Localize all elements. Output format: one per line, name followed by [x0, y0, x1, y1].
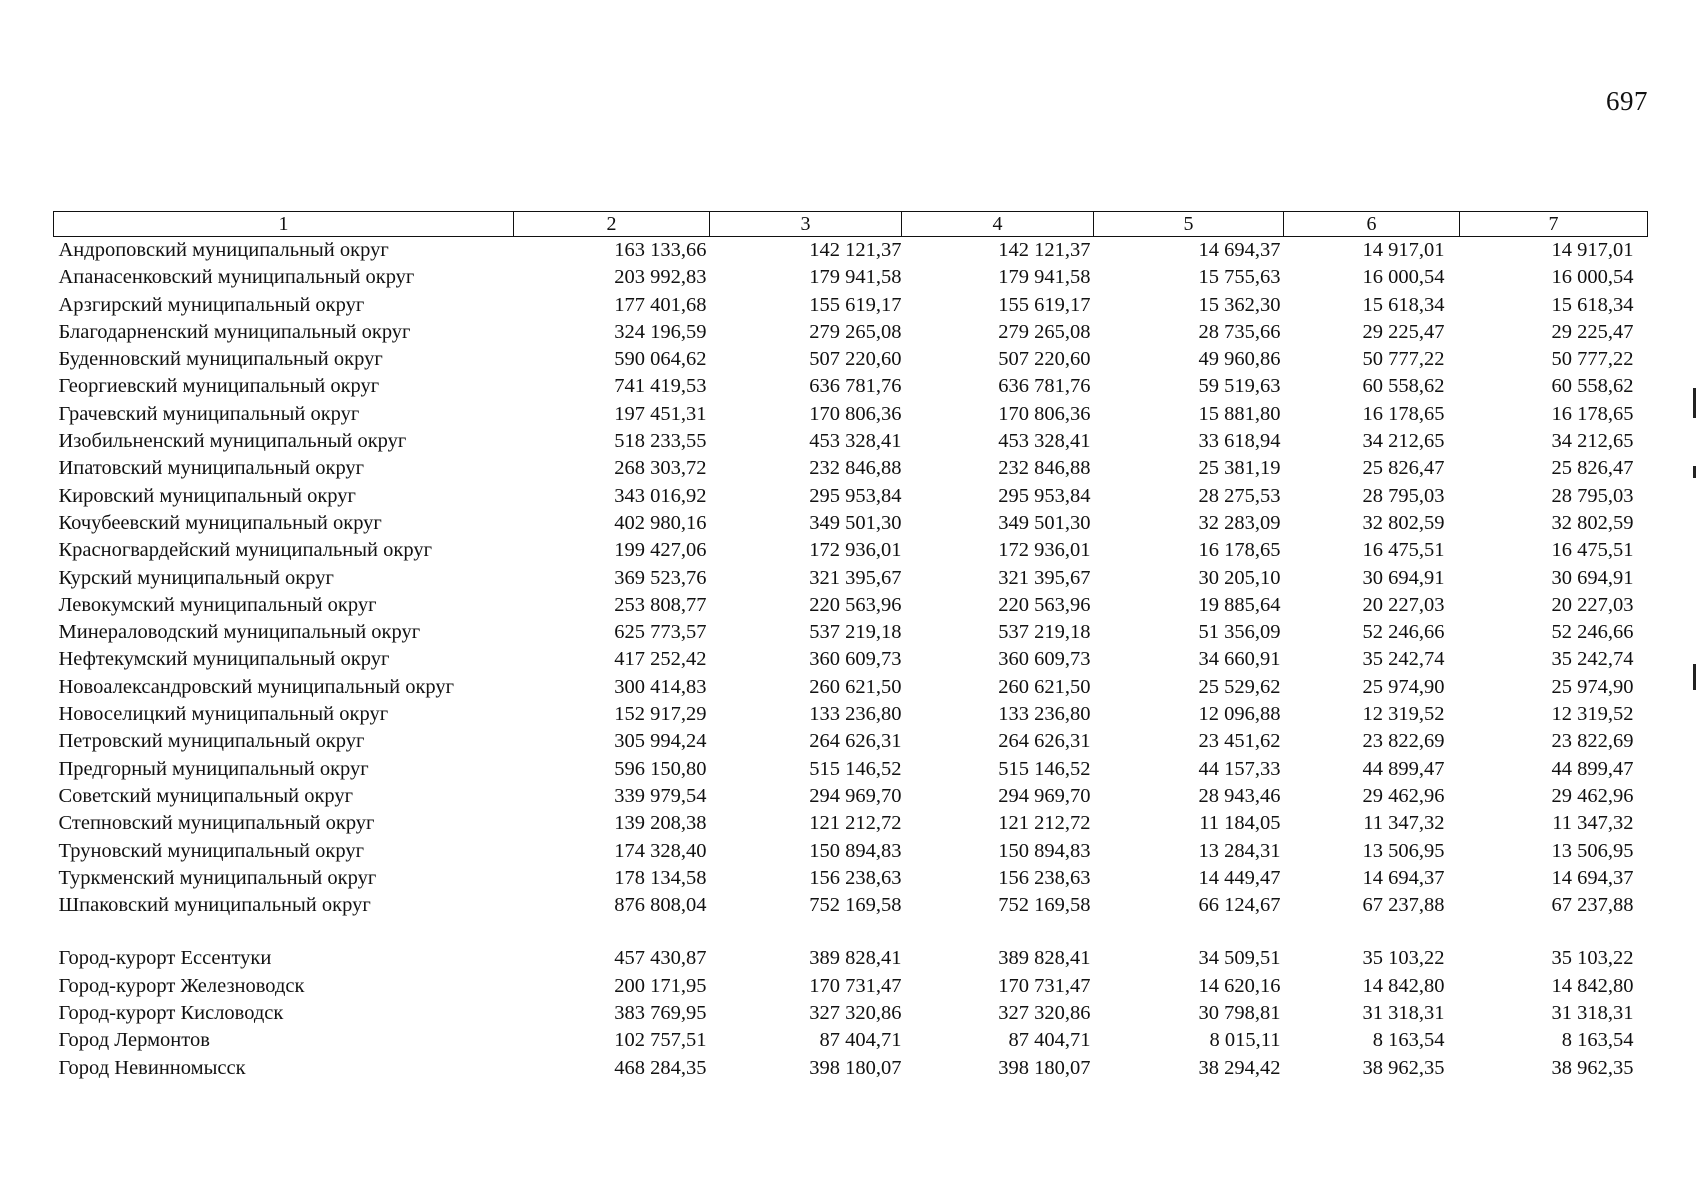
value-col-2: 139 208,38 [614, 812, 707, 835]
column-header-5: 5 [1094, 212, 1284, 237]
value-col-2: 402 980,16 [614, 511, 707, 534]
page-number: 697 [1606, 86, 1648, 116]
value-col-5: 12 096,88 [1198, 703, 1281, 726]
table-row [54, 510, 1648, 537]
table-row [54, 401, 1648, 428]
value-col-5: 33 618,94 [1198, 430, 1281, 453]
value-col-6: 16 475,51 [1362, 539, 1445, 562]
value-col-5: 23 451,62 [1198, 730, 1281, 753]
value-col-5: 30 205,10 [1198, 566, 1281, 589]
value-col-3: 155 619,17 [809, 293, 902, 316]
value-col-7: 44 899,47 [1551, 757, 1634, 780]
value-col-2: 590 064,62 [614, 348, 707, 371]
table-row [54, 319, 1648, 346]
value-col-6: 25 826,47 [1362, 457, 1445, 480]
value-col-2: 174 328,40 [614, 839, 707, 862]
value-col-7: 29 462,96 [1551, 784, 1634, 807]
value-col-7: 52 246,66 [1551, 621, 1634, 644]
value-col-5: 59 519,63 [1198, 375, 1281, 398]
value-col-2: 876 808,04 [614, 894, 707, 917]
value-col-7: 16 000,54 [1551, 266, 1634, 289]
value-col-4: 155 619,17 [998, 293, 1091, 316]
value-col-3: 321 395,67 [809, 566, 902, 589]
value-col-3: 133 236,80 [809, 703, 902, 726]
value-col-6: 67 237,88 [1362, 894, 1445, 917]
row-name: Шпаковский муниципальный округ [58, 894, 371, 917]
row-name: Буденновский муниципальный округ [58, 348, 383, 371]
value-col-3: 156 238,63 [809, 866, 902, 889]
value-col-2: 369 523,76 [614, 566, 707, 589]
value-col-6: 31 318,31 [1362, 1002, 1445, 1025]
value-col-6: 35 242,74 [1362, 648, 1445, 671]
row-name: Грачевский муниципальный округ [58, 402, 360, 425]
value-col-5: 51 356,09 [1198, 621, 1281, 644]
value-col-7: 35 242,74 [1551, 648, 1634, 671]
value-col-5: 13 284,31 [1198, 839, 1281, 862]
value-col-7: 28 795,03 [1551, 484, 1634, 507]
table-row [54, 674, 1648, 701]
value-col-7: 35 103,22 [1551, 947, 1634, 970]
table-row [54, 646, 1648, 673]
value-col-3: 295 953,84 [809, 484, 902, 507]
column-header-6: 6 [1284, 212, 1460, 237]
value-col-6: 35 103,22 [1362, 947, 1445, 970]
value-col-3: 150 894,83 [809, 839, 902, 862]
value-col-6: 29 225,47 [1362, 320, 1445, 343]
value-col-6: 44 899,47 [1362, 757, 1445, 780]
table-row [54, 264, 1648, 291]
value-col-2: 253 808,77 [614, 593, 707, 616]
value-col-2: 200 171,95 [614, 974, 707, 997]
row-name: Город Лермонтов [58, 1029, 210, 1052]
value-col-6: 29 462,96 [1362, 784, 1445, 807]
value-col-5: 34 660,91 [1198, 648, 1281, 671]
value-col-4: 398 180,07 [998, 1056, 1091, 1079]
table-row [54, 810, 1648, 837]
value-col-5: 66 124,67 [1198, 894, 1281, 917]
value-col-6: 28 795,03 [1362, 484, 1445, 507]
value-col-3: 170 731,47 [809, 974, 902, 997]
value-col-6: 25 974,90 [1362, 675, 1445, 698]
table-row [54, 237, 1648, 265]
value-col-6: 60 558,62 [1362, 375, 1445, 398]
row-name: Город Невинномысск [58, 1056, 246, 1079]
value-col-3: 170 806,36 [809, 402, 902, 425]
value-col-5: 49 960,86 [1198, 348, 1281, 371]
value-col-4: 150 894,83 [998, 839, 1091, 862]
value-col-2: 625 773,57 [614, 621, 707, 644]
value-col-2: 339 979,54 [614, 784, 707, 807]
value-col-4: 179 941,58 [998, 266, 1091, 289]
value-col-5: 8 015,11 [1209, 1029, 1281, 1052]
row-name: Степновский муниципальный округ [58, 812, 375, 835]
row-name: Город-курорт Ессентуки [58, 947, 272, 970]
budget-table [53, 211, 1648, 1082]
value-col-5: 34 509,51 [1198, 947, 1281, 970]
value-col-3: 142 121,37 [809, 239, 902, 261]
value-col-7: 11 347,32 [1552, 812, 1634, 835]
value-col-4: 507 220,60 [998, 348, 1091, 371]
row-name: Новоселицкий муниципальный округ [58, 703, 389, 726]
value-col-3: 294 969,70 [809, 784, 902, 807]
budget-table-container [53, 211, 1647, 1082]
table-row [54, 483, 1648, 510]
value-col-5: 14 449,47 [1198, 866, 1281, 889]
value-col-4: 220 563,96 [998, 593, 1091, 616]
value-col-2: 199 427,06 [614, 539, 707, 562]
value-col-4: 121 212,72 [998, 812, 1091, 835]
value-col-6: 32 802,59 [1362, 511, 1445, 534]
table-body [54, 237, 1648, 1082]
value-col-5: 25 529,62 [1198, 675, 1281, 698]
table-row [54, 619, 1648, 646]
row-name: Георгиевский муниципальный округ [58, 375, 380, 398]
table-row [54, 428, 1648, 455]
value-col-2: 102 757,51 [614, 1029, 707, 1052]
row-name: Советский муниципальный округ [58, 784, 354, 807]
value-col-6: 16 178,65 [1362, 402, 1445, 425]
row-name: Новоалександровский муниципальный округ [58, 675, 455, 698]
value-col-7: 25 974,90 [1551, 675, 1634, 698]
value-col-3: 121 212,72 [809, 812, 902, 835]
value-col-7: 13 506,95 [1551, 839, 1634, 862]
value-col-5: 19 885,64 [1198, 593, 1281, 616]
value-col-6: 14 917,01 [1362, 239, 1445, 261]
value-col-5: 14 620,16 [1198, 974, 1281, 997]
value-col-4: 232 846,88 [998, 457, 1091, 480]
value-col-2: 596 150,80 [614, 757, 707, 780]
value-col-2: 300 414,83 [614, 675, 707, 698]
row-name: Арзгирский муниципальный округ [58, 293, 365, 316]
table-row [54, 756, 1648, 783]
row-name: Нефтекумский муниципальный округ [58, 648, 390, 671]
value-col-4: 133 236,80 [998, 703, 1091, 726]
value-col-6: 14 842,80 [1362, 974, 1445, 997]
column-header-4: 4 [902, 212, 1094, 237]
value-col-5: 28 735,66 [1198, 320, 1281, 343]
group-spacer [54, 919, 1648, 945]
value-col-5: 16 178,65 [1198, 539, 1281, 562]
row-name: Курский муниципальный округ [58, 566, 334, 589]
value-col-6: 30 694,91 [1362, 566, 1445, 589]
row-name: Изобильненский муниципальный округ [58, 430, 407, 453]
row-name: Петровский муниципальный округ [58, 730, 365, 753]
value-col-7: 34 212,65 [1551, 430, 1634, 453]
table-row [54, 292, 1648, 319]
value-col-4: 349 501,30 [998, 511, 1091, 534]
value-col-7: 8 163,54 [1561, 1029, 1634, 1052]
value-col-7: 15 618,34 [1551, 293, 1634, 316]
value-col-4: 170 806,36 [998, 402, 1091, 425]
table-row [54, 1055, 1648, 1082]
value-col-7: 25 826,47 [1551, 457, 1634, 480]
row-name: Кочубеевский муниципальный округ [58, 511, 382, 534]
row-name: Апанасенковский муниципальный округ [58, 266, 415, 289]
value-col-3: 220 563,96 [809, 593, 902, 616]
value-col-7: 16 178,65 [1551, 402, 1634, 425]
table-row [54, 701, 1648, 728]
value-col-5: 32 283,09 [1198, 511, 1281, 534]
value-col-5: 30 798,81 [1198, 1002, 1281, 1025]
value-col-7: 14 842,80 [1551, 974, 1634, 997]
value-col-2: 417 252,42 [614, 648, 707, 671]
value-col-7: 14 694,37 [1551, 866, 1634, 889]
value-col-3: 179 941,58 [809, 266, 902, 289]
value-col-4: 752 169,58 [998, 894, 1091, 917]
value-col-7: 60 558,62 [1551, 375, 1634, 398]
value-col-2: 468 284,35 [614, 1056, 707, 1079]
value-col-3: 264 626,31 [809, 730, 902, 753]
table-row [54, 592, 1648, 619]
value-col-4: 87 404,71 [1008, 1029, 1091, 1052]
value-col-7: 29 225,47 [1551, 320, 1634, 343]
value-col-4: 295 953,84 [998, 484, 1091, 507]
row-name: Левокумский муниципальный округ [58, 593, 377, 616]
row-name: Город-курорт Железноводск [58, 974, 305, 997]
row-name: Город-курорт Кисловодск [58, 1002, 284, 1025]
value-col-4: 264 626,31 [998, 730, 1091, 753]
value-col-4: 279 265,08 [998, 320, 1091, 343]
value-col-4: 515 146,52 [998, 757, 1091, 780]
value-col-5: 14 694,37 [1198, 239, 1281, 261]
value-col-6: 11 347,32 [1363, 812, 1445, 835]
value-col-2: 741 419,53 [614, 375, 707, 398]
value-col-6: 14 694,37 [1362, 866, 1445, 889]
value-col-3: 515 146,52 [809, 757, 902, 780]
value-col-4: 360 609,73 [998, 648, 1091, 671]
row-name: Андроповский муниципальный округ [58, 239, 389, 261]
value-col-2: 324 196,59 [614, 320, 707, 343]
value-col-6: 20 227,03 [1362, 593, 1445, 616]
value-col-2: 203 992,83 [614, 266, 707, 289]
value-col-7: 20 227,03 [1551, 593, 1634, 616]
value-col-3: 260 621,50 [809, 675, 902, 698]
table-row [54, 565, 1648, 592]
value-col-4: 294 969,70 [998, 784, 1091, 807]
value-col-3: 752 169,58 [809, 894, 902, 917]
value-col-2: 163 133,66 [614, 239, 707, 261]
row-name: Благодарненский муниципальный округ [58, 320, 411, 343]
value-col-3: 389 828,41 [809, 947, 902, 970]
row-name: Кировский муниципальный округ [58, 484, 356, 507]
value-col-7: 67 237,88 [1551, 894, 1634, 917]
value-col-6: 38 962,35 [1362, 1056, 1445, 1079]
value-col-2: 152 917,29 [614, 703, 707, 726]
table-row [54, 537, 1648, 564]
value-col-3: 232 846,88 [809, 457, 902, 480]
table-row [54, 455, 1648, 482]
value-col-3: 349 501,30 [809, 511, 902, 534]
table-row [54, 346, 1648, 373]
value-col-2: 178 134,58 [614, 866, 707, 889]
value-col-3: 360 609,73 [809, 648, 902, 671]
value-col-2: 305 994,24 [614, 730, 707, 753]
value-col-3: 636 781,76 [809, 375, 902, 398]
value-col-4: 156 238,63 [998, 866, 1091, 889]
column-header-7: 7 [1460, 212, 1648, 237]
value-col-6: 50 777,22 [1362, 348, 1445, 371]
table-row [54, 728, 1648, 755]
value-col-5: 15 881,80 [1198, 402, 1281, 425]
row-name: Красногвардейский муниципальный округ [58, 539, 432, 562]
row-name: Минераловодский муниципальный округ [58, 621, 421, 644]
value-col-2: 197 451,31 [614, 402, 707, 425]
value-col-5: 15 755,63 [1198, 266, 1281, 289]
value-col-7: 23 822,69 [1551, 730, 1634, 753]
value-col-5: 15 362,30 [1198, 293, 1281, 316]
value-col-4: 172 936,01 [998, 539, 1091, 562]
value-col-7: 32 802,59 [1551, 511, 1634, 534]
table-row [54, 892, 1648, 919]
value-col-3: 453 328,41 [809, 430, 902, 453]
row-name: Туркменский муниципальный округ [58, 866, 377, 889]
table-header-row [54, 212, 1648, 237]
value-col-2: 268 303,72 [614, 457, 707, 480]
table-row [54, 945, 1648, 972]
value-col-3: 172 936,01 [809, 539, 902, 562]
value-col-3: 327 320,86 [809, 1002, 902, 1025]
value-col-6: 12 319,52 [1362, 703, 1445, 726]
value-col-5: 28 943,46 [1198, 784, 1281, 807]
value-col-4: 389 828,41 [998, 947, 1091, 970]
value-col-6: 13 506,95 [1362, 839, 1445, 862]
value-col-5: 44 157,33 [1198, 757, 1281, 780]
value-col-6: 8 163,54 [1372, 1029, 1445, 1052]
column-header-2: 2 [514, 212, 710, 237]
value-col-3: 537 219,18 [809, 621, 902, 644]
value-col-4: 636 781,76 [998, 375, 1091, 398]
column-header-1: 1 [54, 212, 514, 237]
value-col-3: 279 265,08 [809, 320, 902, 343]
row-name: Предгорный муниципальный округ [58, 757, 369, 780]
column-header-3: 3 [710, 212, 902, 237]
value-col-6: 34 212,65 [1362, 430, 1445, 453]
value-col-4: 170 731,47 [998, 974, 1091, 997]
value-col-7: 12 319,52 [1551, 703, 1634, 726]
value-col-7: 50 777,22 [1551, 348, 1634, 371]
value-col-2: 383 769,95 [614, 1002, 707, 1025]
table-row [54, 865, 1648, 892]
value-col-3: 87 404,71 [819, 1029, 902, 1052]
value-col-7: 16 475,51 [1551, 539, 1634, 562]
value-col-2: 457 430,87 [614, 947, 707, 970]
value-col-3: 398 180,07 [809, 1056, 902, 1079]
table-row [54, 838, 1648, 865]
group-spacer-row [54, 919, 1648, 945]
value-col-4: 321 395,67 [998, 566, 1091, 589]
row-name: Труновский муниципальный округ [58, 839, 364, 862]
value-col-7: 30 694,91 [1551, 566, 1634, 589]
value-col-5: 38 294,42 [1198, 1056, 1281, 1079]
value-col-4: 453 328,41 [998, 430, 1091, 453]
value-col-7: 14 917,01 [1551, 239, 1634, 261]
value-col-4: 260 621,50 [998, 675, 1091, 698]
value-col-2: 343 016,92 [614, 484, 707, 507]
value-col-5: 11 184,05 [1199, 812, 1281, 835]
value-col-5: 28 275,53 [1198, 484, 1281, 507]
table-row [54, 373, 1648, 400]
row-name: Ипатовский муниципальный округ [58, 457, 365, 480]
value-col-7: 38 962,35 [1551, 1056, 1634, 1079]
table-row [54, 1027, 1648, 1054]
table-row [54, 973, 1648, 1000]
table-row [54, 783, 1648, 810]
table-row [54, 1000, 1648, 1027]
value-col-3: 507 220,60 [809, 348, 902, 371]
value-col-2: 177 401,68 [614, 293, 707, 316]
value-col-6: 16 000,54 [1362, 266, 1445, 289]
value-col-6: 52 246,66 [1362, 621, 1445, 644]
value-col-4: 327 320,86 [998, 1002, 1091, 1025]
value-col-4: 537 219,18 [998, 621, 1091, 644]
value-col-6: 15 618,34 [1362, 293, 1445, 316]
value-col-2: 518 233,55 [614, 430, 707, 453]
value-col-7: 31 318,31 [1551, 1002, 1634, 1025]
value-col-4: 142 121,37 [998, 239, 1091, 261]
value-col-6: 23 822,69 [1362, 730, 1445, 753]
value-col-5: 25 381,19 [1198, 457, 1281, 480]
